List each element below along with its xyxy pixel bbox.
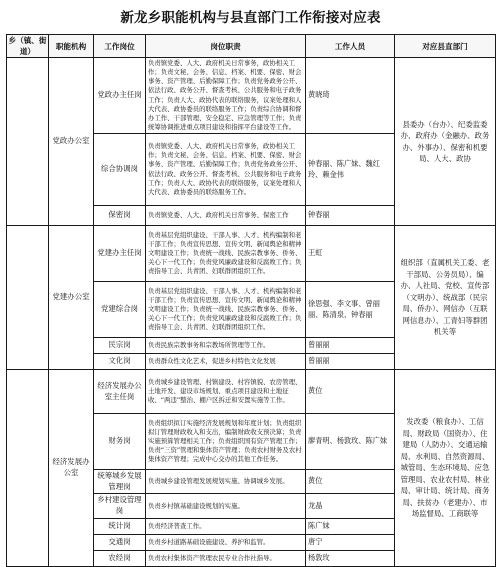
duties-cell: 负责镇党委、人大、政府机关日常事务，政协相关工作；负责文秘、会务、信息、档案、机要、保密、财会事务、资产管理、后勤保障工作；负责党务政务公开、依法行政、政务公开、督查考核、公共服务和电子政务工作；负责人大、政协代表的联络服务，议案处理和人大代表、政协委员的联络服务工作；负责综合协调和督办工作、干部管理、安全稳定、应急管理等工作；负责统筹协调推进重点项目建设和指挥平台建设等工作。 <box>146 58 306 134</box>
header-staff: 工作人员 <box>306 35 395 58</box>
township-cell <box>7 370 49 567</box>
post-cell: 农经岗 <box>94 550 146 566</box>
header-post: 工作岗位 <box>94 35 146 58</box>
dept-cell: 县委办（台办）、纪委监委办、政府办（金融办、政务办、外事办）、保密和机要局、人大、政协 <box>395 58 496 226</box>
dept-cell: 发改委（粮食办）、工信局、财政局（国资办）、住建局（人防办）、交通运输局、水利局、自然资源局、城管局、生态环境局、应急管理局、农业农村局、林业局、审计局、统计局、商务局、扶贫办（老建办）、市场监督局、工商联等 <box>395 370 496 567</box>
header-org: 职能机构 <box>49 35 94 58</box>
duties-cell: 负责城乡建设管理、村镇建设、村容镇貌、农房管理、土地开发、建设市场规划、重点项目建设和土地征收、“两违”整治、棚户区拆迁和安置实施等工作。 <box>146 370 306 414</box>
org-cell: 经济发展办公室 <box>49 370 94 567</box>
document-title: 新龙乡职能机构与县直部门工作衔接对应表 <box>120 10 381 26</box>
post-cell: 乡村建设管理岗 <box>94 494 146 518</box>
post-cell: 保密岗 <box>94 206 146 226</box>
duties-cell: 负责镇党委、人大、政府机关日常事务、保密工作 <box>146 206 306 226</box>
duties-cell: 负责乡村道路基础设施建设、养护和监管。 <box>146 534 306 550</box>
staff-cell: 曾丽丽 <box>306 354 395 370</box>
staff-cell: 曾丽丽 <box>306 338 395 354</box>
staff-cell: 唐宁 <box>306 534 395 550</box>
staff-cell: 王虹 <box>306 226 395 282</box>
staff-cell: 杨敦玫 <box>306 550 395 566</box>
table-row <box>7 58 496 134</box>
table-header-row <box>7 35 496 58</box>
org-cell: 党政办公室 <box>49 58 94 226</box>
post-cell: 财务岗 <box>94 414 146 470</box>
duties-cell: 负责民族宗教事务和宗教场所管理等工作。 <box>146 338 306 354</box>
duties-cell: 负责组织拟订实施经济发展规划和年度计划；负责组织拟订管理财政收入和支出，编制财政收支预决算；负责实施预算管理相关工作；负责组织国有资产管理工作；负责“三资”管理和集体资产管理；负责农村财务及农村集体资产管理；完成中心交办的其他工作任务。 <box>146 414 306 470</box>
header-duties: 岗位职责 <box>146 35 306 58</box>
staff-cell: 钟春丽、陈广妹、魏红玲、赖金伟 <box>306 134 395 206</box>
post-cell: 交通岗 <box>94 534 146 550</box>
staff-cell: 徐思强、李文事、曾丽丽、陈清泉、钟春丽 <box>306 282 395 338</box>
header-township: 乡（镇、街道） <box>7 35 49 58</box>
staff-cell: 廖青明、杨敦玫、陈广妹 <box>306 414 395 470</box>
duties-cell: 负责镇党委、人大、政府机关日常事务，政协相关工作；负责文秘、会务、信息、档案、机要、保密、财会事务、资产管理、后勤保障工作；负责党务政务公开、依法行政、政务公开、督查考核、公共服务和电子政务工作；负责人大、政协代表的联络服务，议案处理和人大代表、政协委员的联络服务工作。 <box>146 134 306 206</box>
org-cell: 党建办公室 <box>49 226 94 370</box>
township-cell <box>7 58 49 226</box>
staff-cell: 龙晶 <box>306 494 395 518</box>
dept-cell: 组织部（直属机关工委、老干部局、公务员局）、编办、人社局、党校、宣传部（文明办）、统战部（民宗局、侨办）、网信办（互联网信息办）、工青妇等群团机关等 <box>395 226 496 370</box>
header-dept: 对应县直部门 <box>395 35 496 58</box>
post-cell: 党建综合岗 <box>94 282 146 338</box>
post-cell: 文化岗 <box>94 354 146 370</box>
post-cell: 统筹城乡发展管理岗 <box>94 470 146 494</box>
post-cell: 党政办主任岗 <box>94 58 146 134</box>
duties-cell: 负责农村集体资产管理农民专业合作社指导。 <box>146 550 306 566</box>
duties-cell: 负责乡村镇基础建设规划的实施。 <box>146 494 306 518</box>
table-row <box>7 370 496 414</box>
duties-cell: 负责城乡建设管理发展规划实施、协调城乡发展。 <box>146 470 306 494</box>
post-cell: 民宗岗 <box>94 338 146 354</box>
staff-cell: 黄位 <box>306 470 395 494</box>
duties-cell: 负责群众性文化艺术，促进乡村特色文化发展 <box>146 354 306 370</box>
correspondence-table <box>6 34 496 567</box>
duties-cell: 负责基层党组织建设、干部人事、人才、机构编制和老干部工作；负责宣传思想、宣传文明、新闻舆论和精神文明建设工作；负责统一战线、民族宗教事务、侨务、关心下一代工作；负责党风廉政建设和反腐败工作；负责指导工会、共青团、妇联群团组织工作。 <box>146 282 306 338</box>
duties-cell: 负责基层党组织建设、干部人事、人才、机构编制和老干部工作；负责宣传思想、宣传文明、新闻舆论和精神文明建设工作；负责统一战线、民族宗教事务、侨务、关心下一代工作；负责党风廉政建设和反腐败工作；负责指导工会、共青团、妇联群团组织工作。 <box>146 226 306 282</box>
staff-cell: 黄晓琦 <box>306 58 395 134</box>
staff-cell: 黄位 <box>306 370 395 414</box>
table-row <box>7 226 496 282</box>
duties-cell: 负责经济普查工作。 <box>146 518 306 534</box>
post-cell: 综合协调岗 <box>94 134 146 206</box>
staff-cell: 陈广妹 <box>306 518 395 534</box>
township-cell <box>7 226 49 370</box>
post-cell: 经济发展办公室主任岗 <box>94 370 146 414</box>
post-cell: 统计岗 <box>94 518 146 534</box>
post-cell: 党建办主任岗 <box>94 226 146 282</box>
staff-cell: 钟春丽 <box>306 206 395 226</box>
